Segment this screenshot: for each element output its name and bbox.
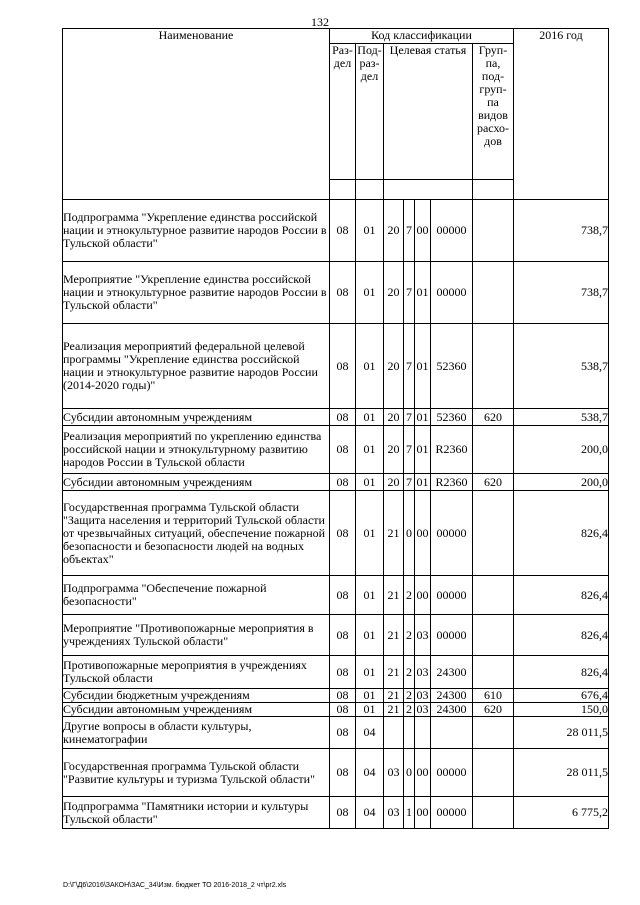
- table-row: [63, 797, 609, 829]
- cell-target-activity: 03: [415, 656, 431, 689]
- cell-name: Субсидии бюджетным учреждениям: [63, 689, 330, 703]
- table-row: [63, 717, 609, 749]
- cell-target-subprogram: 1: [404, 797, 415, 829]
- header-spacer-subsection: [356, 180, 384, 200]
- table-row: [63, 262, 609, 324]
- cell-target-direction: 24300: [431, 689, 473, 703]
- cell-amount: 200,0: [514, 426, 609, 474]
- cell-expense-group: [473, 200, 514, 262]
- cell-target-subprogram: 0: [404, 749, 415, 797]
- cell-target-subprogram: 2: [404, 615, 415, 656]
- cell-expense-group: [473, 717, 514, 749]
- cell-target-activity: 03: [416, 702, 429, 716]
- cell-name: Государственная программа Тульской области "Развитие культуры и туризма Тульской области": [63, 749, 330, 797]
- cell-target-activity: 01: [415, 262, 431, 324]
- cell-target-subprogram: 7: [404, 426, 415, 474]
- header-name: Наименование: [63, 29, 330, 200]
- header-code-group: Код классификации: [330, 29, 514, 44]
- cell-section: 08: [330, 615, 356, 656]
- header-year: 2016 год: [514, 29, 609, 200]
- cell-amount: 738,7: [514, 262, 609, 324]
- cell-amount: 826,4: [514, 656, 609, 689]
- cell-target-program: 20: [384, 262, 404, 324]
- cell-section: 08: [330, 474, 356, 491]
- cell-subsection: 01: [356, 689, 384, 703]
- cell-subsection: 01: [356, 426, 384, 474]
- cell-target-program: 21: [384, 576, 404, 615]
- cell-target-direction: 24300: [431, 656, 473, 689]
- cell-amount: 150,0: [514, 703, 609, 717]
- cell-target-program: 20: [384, 200, 404, 262]
- cell-target-activity: 00: [415, 797, 431, 829]
- cell-target-activity: 01: [416, 409, 429, 424]
- cell-target-program: 21: [384, 703, 404, 717]
- cell-name: Подпрограмма "Укрепление единства российской нации и этнокультурное развитие народов России в Тульской области": [63, 200, 330, 262]
- cell-name: Государственная программа Тульской области "Защита населения и территорий Тульской области от чрезвычайных ситуаций, обеспечение пожарной безопасности и безопасности людей на водных объектах": [63, 491, 330, 576]
- cell-section: 08: [330, 426, 356, 474]
- cell-target-program: 21: [384, 615, 404, 656]
- cell-name: Реализация мероприятий по укреплению единства российской нации и этнокультурному развитию народов России в Тульской области: [63, 426, 330, 474]
- table-row: [63, 689, 609, 703]
- cell-target-program: 21: [384, 689, 404, 703]
- cell-subsection: 01: [356, 576, 384, 615]
- cell-amount: 826,4: [514, 615, 609, 656]
- cell-subsection: 01: [356, 615, 384, 656]
- cell-subsection: 01: [356, 200, 384, 262]
- cell-target-activity: 01: [415, 426, 431, 474]
- table-row: [63, 409, 609, 426]
- table-row: [63, 324, 609, 409]
- cell-amount: 6 775,2: [514, 797, 609, 829]
- cell-target-direction: R2360: [431, 474, 473, 491]
- cell-target-subprogram: 7: [404, 200, 415, 262]
- cell-expense-group: 620: [473, 474, 514, 491]
- cell-target-program: 21: [384, 491, 404, 576]
- budget-table: [62, 28, 609, 829]
- cell-amount: 538,7: [514, 409, 609, 426]
- header-target-article: Целевая статья: [384, 44, 473, 180]
- table-row: [63, 426, 609, 474]
- cell-section: 08: [330, 324, 356, 409]
- table-row: [63, 656, 609, 689]
- table-body: [63, 200, 609, 829]
- cell-section: 08: [330, 656, 356, 689]
- cell-target-direction: [431, 717, 473, 749]
- cell-section: 08: [330, 262, 356, 324]
- cell-target-subprogram: 2: [404, 703, 415, 717]
- cell-expense-group: [473, 426, 514, 474]
- cell-target-direction: 00000: [431, 576, 473, 615]
- cell-expense-group: 620: [473, 703, 514, 717]
- cell-target-subprogram: [404, 717, 415, 749]
- header-expense-group: Груп- па, под- груп- па видов расхо- дов: [473, 44, 514, 180]
- cell-subsection: 01: [356, 324, 384, 409]
- cell-name: Субсидии автономным учреждениям: [63, 703, 330, 717]
- cell-name: Противопожарные мероприятия в учреждениях Тульской области: [63, 656, 330, 689]
- cell-target-program: 20: [384, 409, 404, 426]
- table-row: [63, 200, 609, 262]
- cell-section: 08: [330, 576, 356, 615]
- table-row: [63, 474, 609, 491]
- cell-target-direction: 00000: [431, 749, 473, 797]
- cell-target-subprogram: 7: [404, 474, 415, 491]
- cell-target-activity: 00: [415, 200, 431, 262]
- header-spacer-target: [384, 180, 473, 200]
- cell-subsection: 01: [356, 491, 384, 576]
- cell-target-subprogram: 7: [404, 324, 415, 409]
- cell-expense-group: [473, 576, 514, 615]
- footer-file-path: D:\Г\Д6\2016\ЗАКОН\ЗАС_34\Изм. бюджет ТО 2016-2018_2 чт\pr2.xls: [63, 882, 287, 889]
- cell-name: Подпрограмма "Памятники истории и культуры Тульской области": [63, 797, 330, 829]
- cell-expense-group: 610: [473, 689, 514, 703]
- header-spacer-section: [330, 180, 356, 200]
- table-row: [63, 749, 609, 797]
- table-row: [63, 615, 609, 656]
- cell-expense-group: 620: [473, 409, 514, 426]
- cell-target-program: 20: [384, 324, 404, 409]
- cell-target-direction: 00000: [431, 797, 473, 829]
- cell-target-activity: [415, 717, 431, 749]
- cell-subsection: 04: [356, 797, 384, 829]
- cell-expense-group: [473, 656, 514, 689]
- cell-amount: 28 011,5: [514, 717, 609, 749]
- cell-target-subprogram: 2: [404, 689, 415, 703]
- cell-subsection: 01: [356, 474, 384, 491]
- cell-subsection: 01: [356, 262, 384, 324]
- table-row: [63, 576, 609, 615]
- cell-target-activity: 01: [416, 474, 429, 489]
- cell-name: Мероприятие "Укрепление единства российской нации и этнокультурное развитие народов России в Тульской области": [63, 262, 330, 324]
- cell-section: 08: [330, 797, 356, 829]
- cell-target-subprogram: 2: [404, 576, 415, 615]
- header-section: Раз- дел: [330, 44, 356, 180]
- cell-amount: 200,0: [514, 474, 609, 491]
- cell-target-subprogram: 7: [404, 409, 415, 426]
- cell-target-direction: 00000: [431, 491, 473, 576]
- cell-target-direction: 00000: [431, 615, 473, 656]
- cell-target-program: [384, 717, 404, 749]
- cell-expense-group: [473, 797, 514, 829]
- cell-target-program: 21: [384, 656, 404, 689]
- cell-target-activity: 00: [415, 749, 431, 797]
- cell-target-activity: 00: [415, 491, 431, 576]
- cell-target-program: 03: [384, 797, 404, 829]
- cell-target-direction: 00000: [431, 262, 473, 324]
- cell-expense-group: [473, 615, 514, 656]
- cell-target-program: 20: [384, 426, 404, 474]
- cell-section: 08: [330, 200, 356, 262]
- cell-amount: 28 011,5: [514, 749, 609, 797]
- header-spacer-group: [473, 180, 514, 200]
- cell-target-direction: 52360: [431, 324, 473, 409]
- cell-expense-group: [473, 749, 514, 797]
- cell-section: 08: [330, 689, 356, 703]
- cell-expense-group: [473, 324, 514, 409]
- cell-name: Реализация мероприятий федеральной целевой программы "Укрепление единства российской нации и этнокультурное развитие народов России (2014-2020 годы)": [63, 324, 330, 409]
- cell-target-activity: 03: [415, 615, 431, 656]
- cell-target-program: 20: [384, 474, 404, 491]
- cell-name: Подпрограмма "Обеспечение пожарной безопасности": [63, 576, 330, 615]
- cell-target-subprogram: 7: [404, 262, 415, 324]
- cell-name: Субсидии автономным учреждениям: [63, 474, 330, 491]
- cell-section: 08: [330, 703, 356, 717]
- page-number: 132: [311, 15, 329, 29]
- cell-target-subprogram: 2: [404, 656, 415, 689]
- cell-expense-group: [473, 262, 514, 324]
- cell-target-direction: 24300: [431, 703, 473, 717]
- cell-target-subprogram: 0: [404, 491, 415, 576]
- cell-subsection: 01: [356, 409, 384, 426]
- table-row: [63, 491, 609, 576]
- table-row: [63, 703, 609, 717]
- cell-expense-group: [473, 491, 514, 576]
- cell-target-direction: 52360: [431, 409, 473, 426]
- cell-target-activity: 01: [415, 324, 431, 409]
- cell-target-direction: 00000: [431, 200, 473, 262]
- cell-target-activity: 03: [416, 688, 429, 702]
- cell-name: Другие вопросы в области культуры, кинематографии: [63, 717, 330, 749]
- cell-amount: 676,4: [514, 689, 609, 703]
- cell-target-program: 03: [384, 749, 404, 797]
- cell-amount: 538,7: [514, 324, 609, 409]
- cell-subsection: 01: [356, 656, 384, 689]
- cell-subsection: 04: [356, 717, 384, 749]
- cell-subsection: 04: [356, 749, 384, 797]
- header-subsection: Под- раз- дел: [356, 44, 384, 180]
- cell-amount: 738,7: [514, 200, 609, 262]
- cell-section: 08: [330, 409, 356, 426]
- cell-amount: 826,4: [514, 576, 609, 615]
- cell-section: 08: [330, 749, 356, 797]
- cell-section: 08: [330, 491, 356, 576]
- cell-section: 08: [330, 717, 356, 749]
- cell-subsection: 01: [356, 703, 384, 717]
- cell-target-direction: R2360: [431, 426, 473, 474]
- cell-name: Субсидии автономным учреждениям: [63, 409, 330, 426]
- cell-name: Мероприятие "Противопожарные мероприятия в учреждениях Тульской области": [63, 615, 330, 656]
- cell-amount: 826,4: [514, 491, 609, 576]
- cell-target-activity: 00: [415, 576, 431, 615]
